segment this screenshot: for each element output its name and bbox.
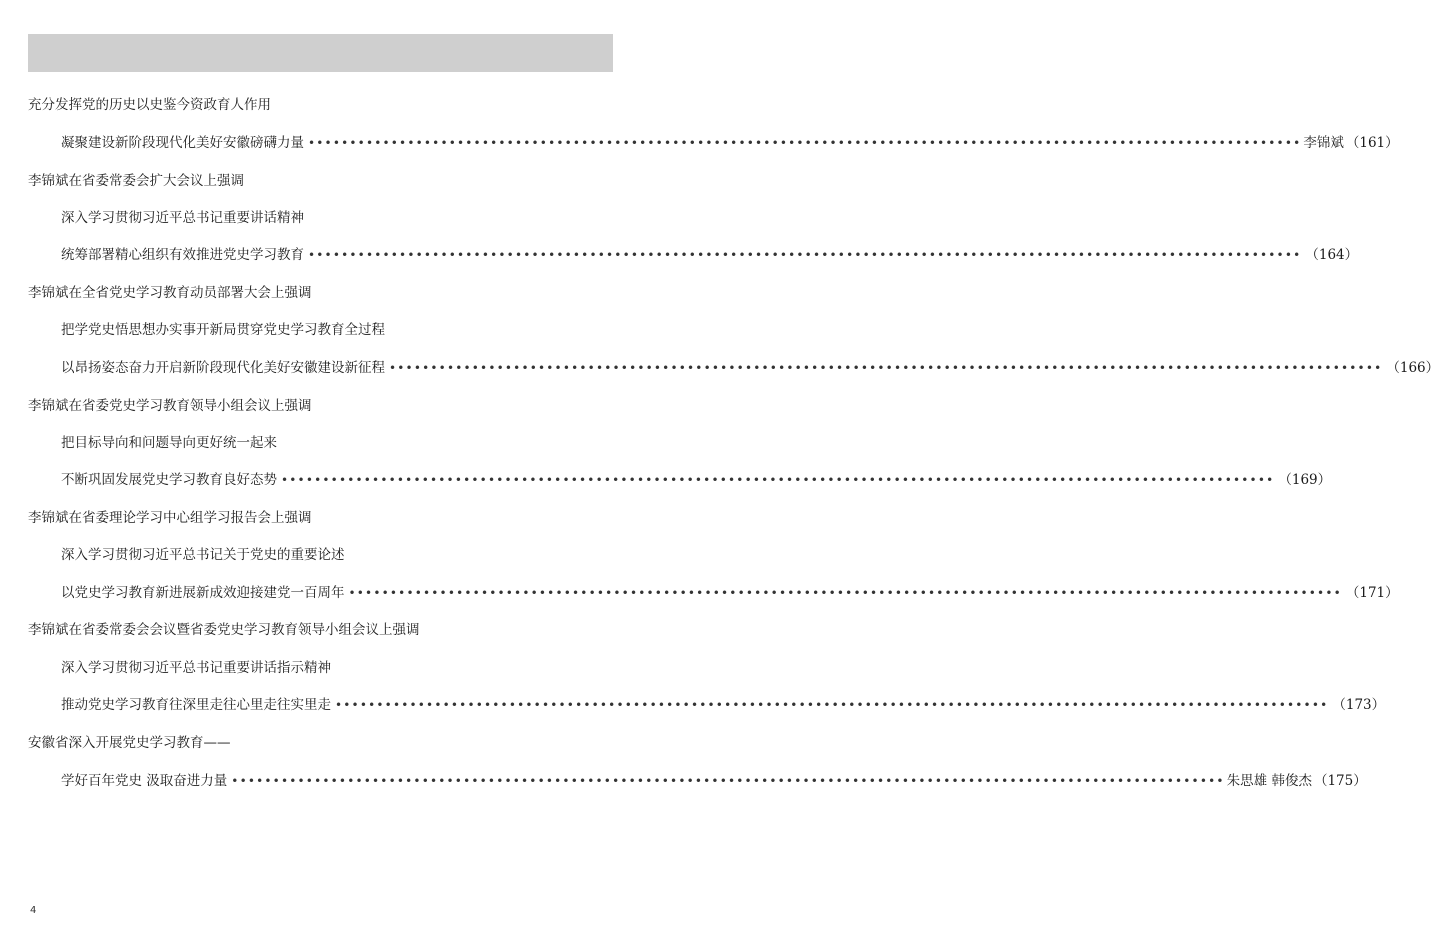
toc-heading-text: 充分发挥党的历史以史鉴今资政育人作用 [28,97,271,113]
toc-heading-text: 李锦斌在全省党史学习教育动员部署大会上强调 [28,285,312,301]
toc-entry[interactable] [61,321,613,339]
toc-heading [28,96,613,114]
toc-entry-title: 深入学习贯彻习近平总书记关于党史的重要论述 [61,547,345,563]
toc-entry-page: （161） [1345,135,1399,151]
toc-entry[interactable] [61,772,1367,790]
toc-entry-title: 以昂扬姿态奋力开启新阶段现代化美好安徽建设新征程 [61,360,385,376]
toc-entry-page: （175） [1313,773,1367,789]
toc-entry[interactable] [61,584,1399,602]
leader-dots: •••••••••••••••••••••••••••••••••••••••••••••••••••••••••••••••••••••••••••••••••••••••••••••••••••••••••••••••••••••••• [308,248,1302,262]
toc-entry-page: （169） [1278,472,1332,488]
toc-entry-title: 把学党史悟思想办实事开新局贯穿党史学习教育全过程 [61,322,385,338]
toc-entry-author: 李锦斌 [1303,135,1344,151]
toc-entry[interactable] [61,434,613,452]
toc-heading [28,397,613,415]
toc-entry-title: 不断巩固发展党史学习教育良好态势 [61,472,277,488]
leader-dots: •••••••••••••••••••••••••••••••••••••••••••••••••••••••••••••••••••••••••••••••••••••••••••••••••••••••••••••••••••••••• [335,698,1329,712]
toc-entry-title: 推动党史学习教育往深里走往心里走往实里走 [61,697,331,713]
leader-dots: •••••••••••••••••••••••••••••••••••••••••••••••••••••••••••••••••••••••••••••••••••••••••••••••••••••••••••••••••••••••• [281,473,1275,487]
toc-entry[interactable] [61,359,1439,377]
toc-heading-text: 李锦斌在省委党史学习教育领导小组会议上强调 [28,398,312,414]
leader-dots: •••••••••••••••••••••••••••••••••••••••••••••••••••••••••••••••••••••••••••••••••••••••••••••••••••••••••••••••••••••••• [231,774,1225,788]
toc-entry-page: （164） [1305,247,1359,263]
toc-entry-title: 把目标导向和问题导向更好统一起来 [61,435,277,451]
toc-entry-title: 统筹部署精心组织有效推进党史学习教育 [61,247,304,263]
toc-entry[interactable] [61,696,1386,714]
toc-entry[interactable] [61,546,613,564]
toc-heading-text: 李锦斌在省委常委会扩大会议上强调 [28,173,244,189]
leader-dots: •••••••••••••••••••••••••••••••••••••••••••••••••••••••••••••••••••••••••••••••••••••••••••••••••••••••••••••••••••••••• [348,586,1342,600]
leader-dots: •••••••••••••••••••••••••••••••••••••••••••••••••••••••••••••••••••••••••••••••••••••••••••••••••••••••••••••••••••••••• [389,361,1383,375]
toc-entry[interactable] [61,471,1332,489]
toc-entry-title: 学好百年党史 汲取奋进力量 [61,773,228,789]
toc-heading-text: 李锦斌在省委理论学习中心组学习报告会上强调 [28,510,312,526]
toc-heading [28,621,613,639]
toc-heading-text: 安徽省深入开展党史学习教育—— [28,735,231,751]
toc-entry-title: 凝聚建设新阶段现代化美好安徽磅礴力量 [61,135,304,151]
toc-entry-author: 朱思雄 韩俊杰 [1226,773,1312,789]
toc-heading [28,172,613,190]
toc-heading-text: 李锦斌在省委常委会会议暨省委党史学习教育领导小组会议上强调 [28,622,420,638]
toc-entry[interactable] [61,134,1399,152]
toc-entry-title: 以党史学习教育新进展新成效迎接建党一百周年 [61,585,345,601]
toc-heading [28,734,613,752]
toc-entry-title: 深入学习贯彻习近平总书记重要讲话精神 [61,210,304,226]
toc-entry-title: 深入学习贯彻习近平总书记重要讲话指示精神 [61,660,331,676]
toc-entry[interactable] [61,209,613,227]
toc-entry-page: （173） [1332,697,1386,713]
leader-dots: •••••••••••••••••••••••••••••••••••••••••••••••••••••••••••••••••••••••••••••••••••••••••••••••••••••••••••••••••••••••• [308,136,1302,150]
toc-entry-page: （166） [1386,360,1439,376]
toc-heading [28,509,613,527]
toc-entry-page: （171） [1345,585,1399,601]
page-number: 4 [30,905,37,916]
toc-heading [28,284,613,302]
toc-entry[interactable] [61,246,1359,264]
toc-entry[interactable] [61,659,613,677]
